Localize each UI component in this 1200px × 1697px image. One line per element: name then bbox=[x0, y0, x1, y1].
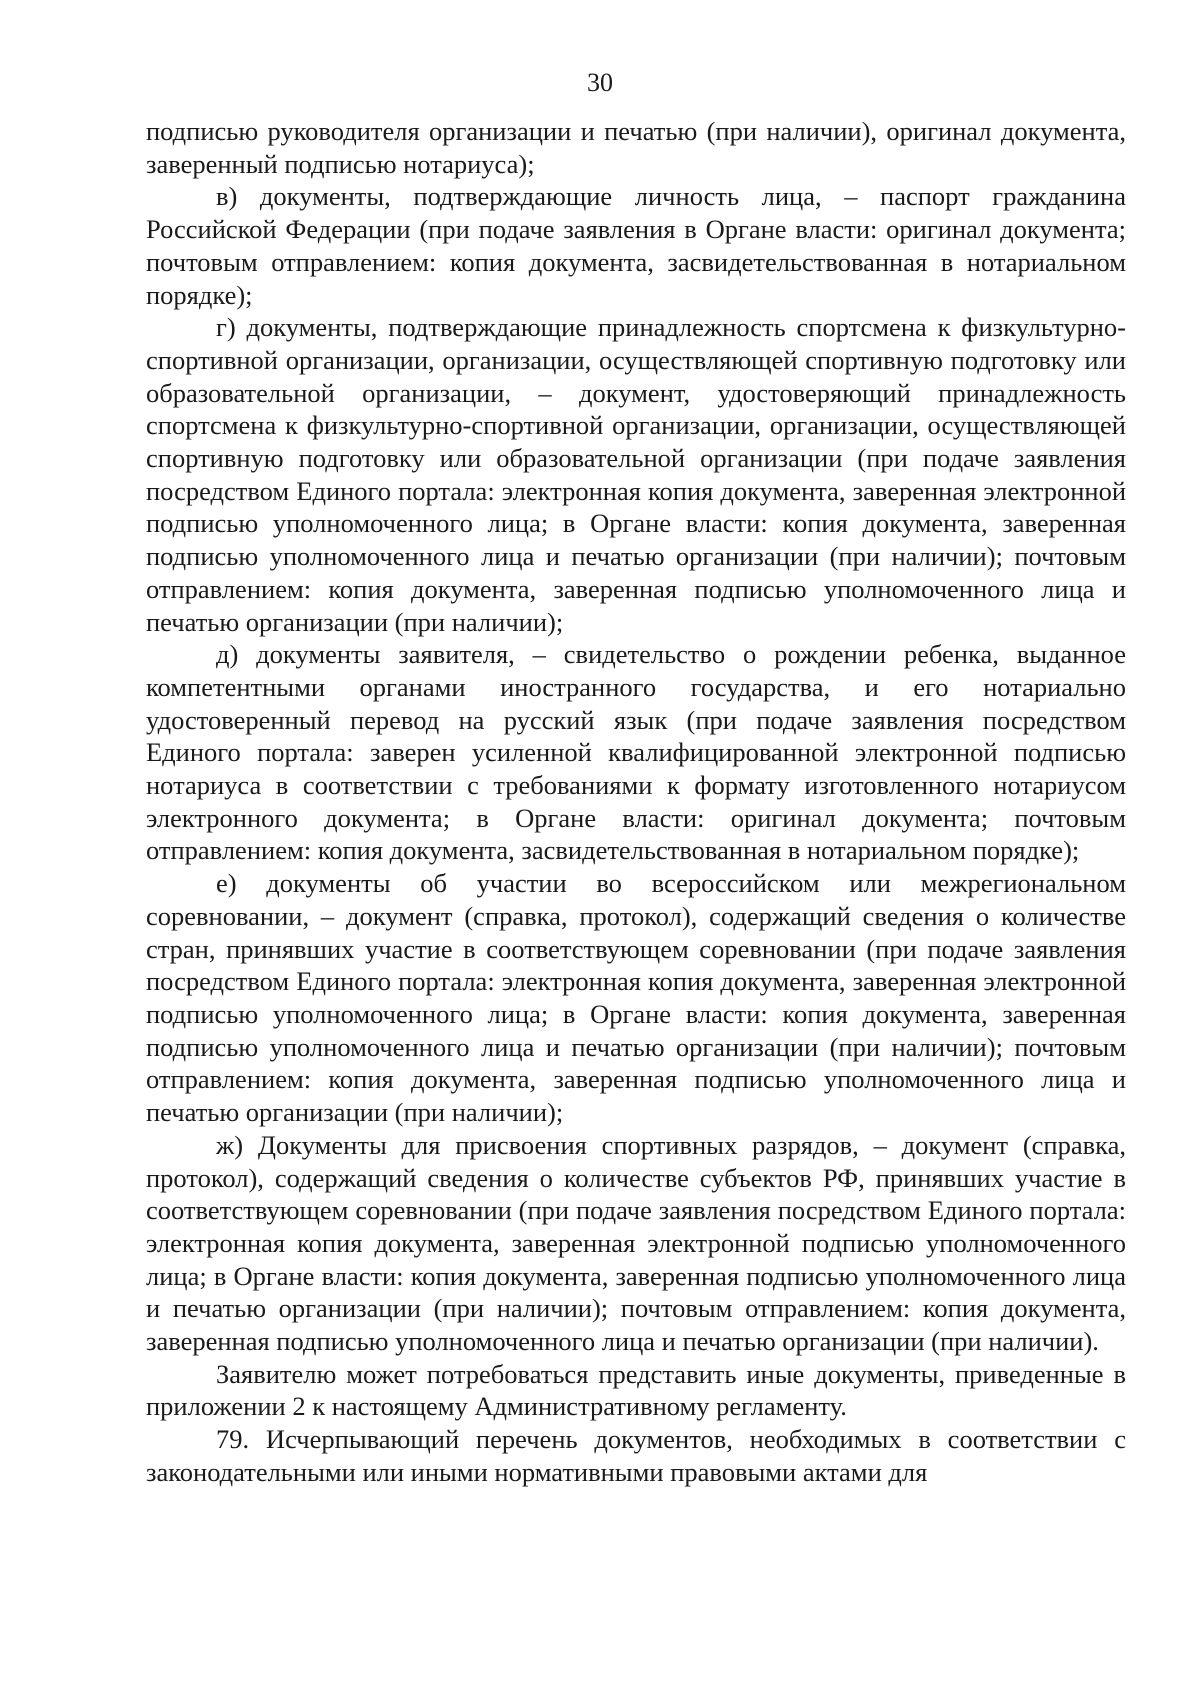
page-number: 30 bbox=[587, 68, 613, 97]
document-body bbox=[146, 115, 1126, 1489]
paragraph-item-g: г) документы, подтверждающие принадлежность спортсмена к физкультурно-спортивной организации, организации, осуществляющей спортивную подготовку или образовательной организации, – документ, удостоверяющий принадлежность спортсмена к физкультурно-спортивной организации, организации, осуществляющей спортивную подготовку или образовательной организации (при подаче заявления посредством Единого портала: электронная копия документа, заверенная электронной подписью уполномоченного лица; в Органе власти: копия документа, заверенная подписью уполномоченного лица и печатью организации (при наличии); почтовым отправлением: копия документа, заверенная подписью уполномоченного лица и печатью организации (при наличии); bbox=[146, 312, 1126, 637]
paragraph-item-d: д) документы заявителя, – свидетельство о рождении ребенка, выданное компетентными органами иностранного государства, и его нотариально удостоверенный перевод на русский язык (при подаче заявления посредством Единого портала: заверен усиленной квалифицированной электронной подписью нотариуса в соответствии с требованиями к формату изготовленного нотариусом электронного документа; в Органе власти: оригинал документа; почтовым отправлением: копия документа, засвидетельствованная в нотариальном порядке); bbox=[146, 639, 1126, 866]
paragraph-note: Заявителю может потребоваться представить иные документы, приведенные в приложении 2 к настоящему Административному регламенту. bbox=[146, 1358, 1126, 1422]
paragraph-item-v: в) документы, подтверждающие личность лица, – паспорт гражданина Российской Федерации (при подаче заявления в Органе власти: оригинал документа; почтовым отправлением: копия документа, засвидетельствованная в нотариальном порядке); bbox=[146, 181, 1126, 310]
paragraph-79: 79. Исчерпывающий перечень документов, необходимых в соответствии с законодательными или иными нормативными правовыми актами для bbox=[146, 1424, 1126, 1487]
paragraph-item-e: е) документы об участии во всероссийском или межрегиональном соревновании, – документ (справка, протокол), содержащий сведения о количестве стран, принявших участие в соответствующем соревновании (при подаче заявления посредством Единого портала: электронная копия документа, заверенная электронной подписью уполномоченного лица; в Органе власти: копия документа, заверенная подписью уполномоченного лица и печатью организации (при наличии); почтовым отправлением: копия документа, заверенная подписью уполномоченного лица и печатью организации (при наличии); bbox=[146, 868, 1126, 1128]
paragraph-continuation: подписью руководителя организации и печатью (при наличии), оригинал документа, заверенный подписью нотариуса); bbox=[146, 116, 1126, 179]
paragraph-item-zh: ж) Документы для присвоения спортивных разрядов, – документ (справка, протокол), содержащий сведения о количестве субъектов РФ, принявших участие в соответствующем соревновании (при подаче заявления посредством Единого портала: электронная копия документа, заверенная электронной подписью уполномоченного лица; в Органе власти: копия документа, заверенная подписью уполномоченного лица и печатью организации (при наличии); почтовым отправлением: копия документа, заверенная подписью уполномоченного лица и печатью организации (при наличии). bbox=[146, 1129, 1126, 1357]
